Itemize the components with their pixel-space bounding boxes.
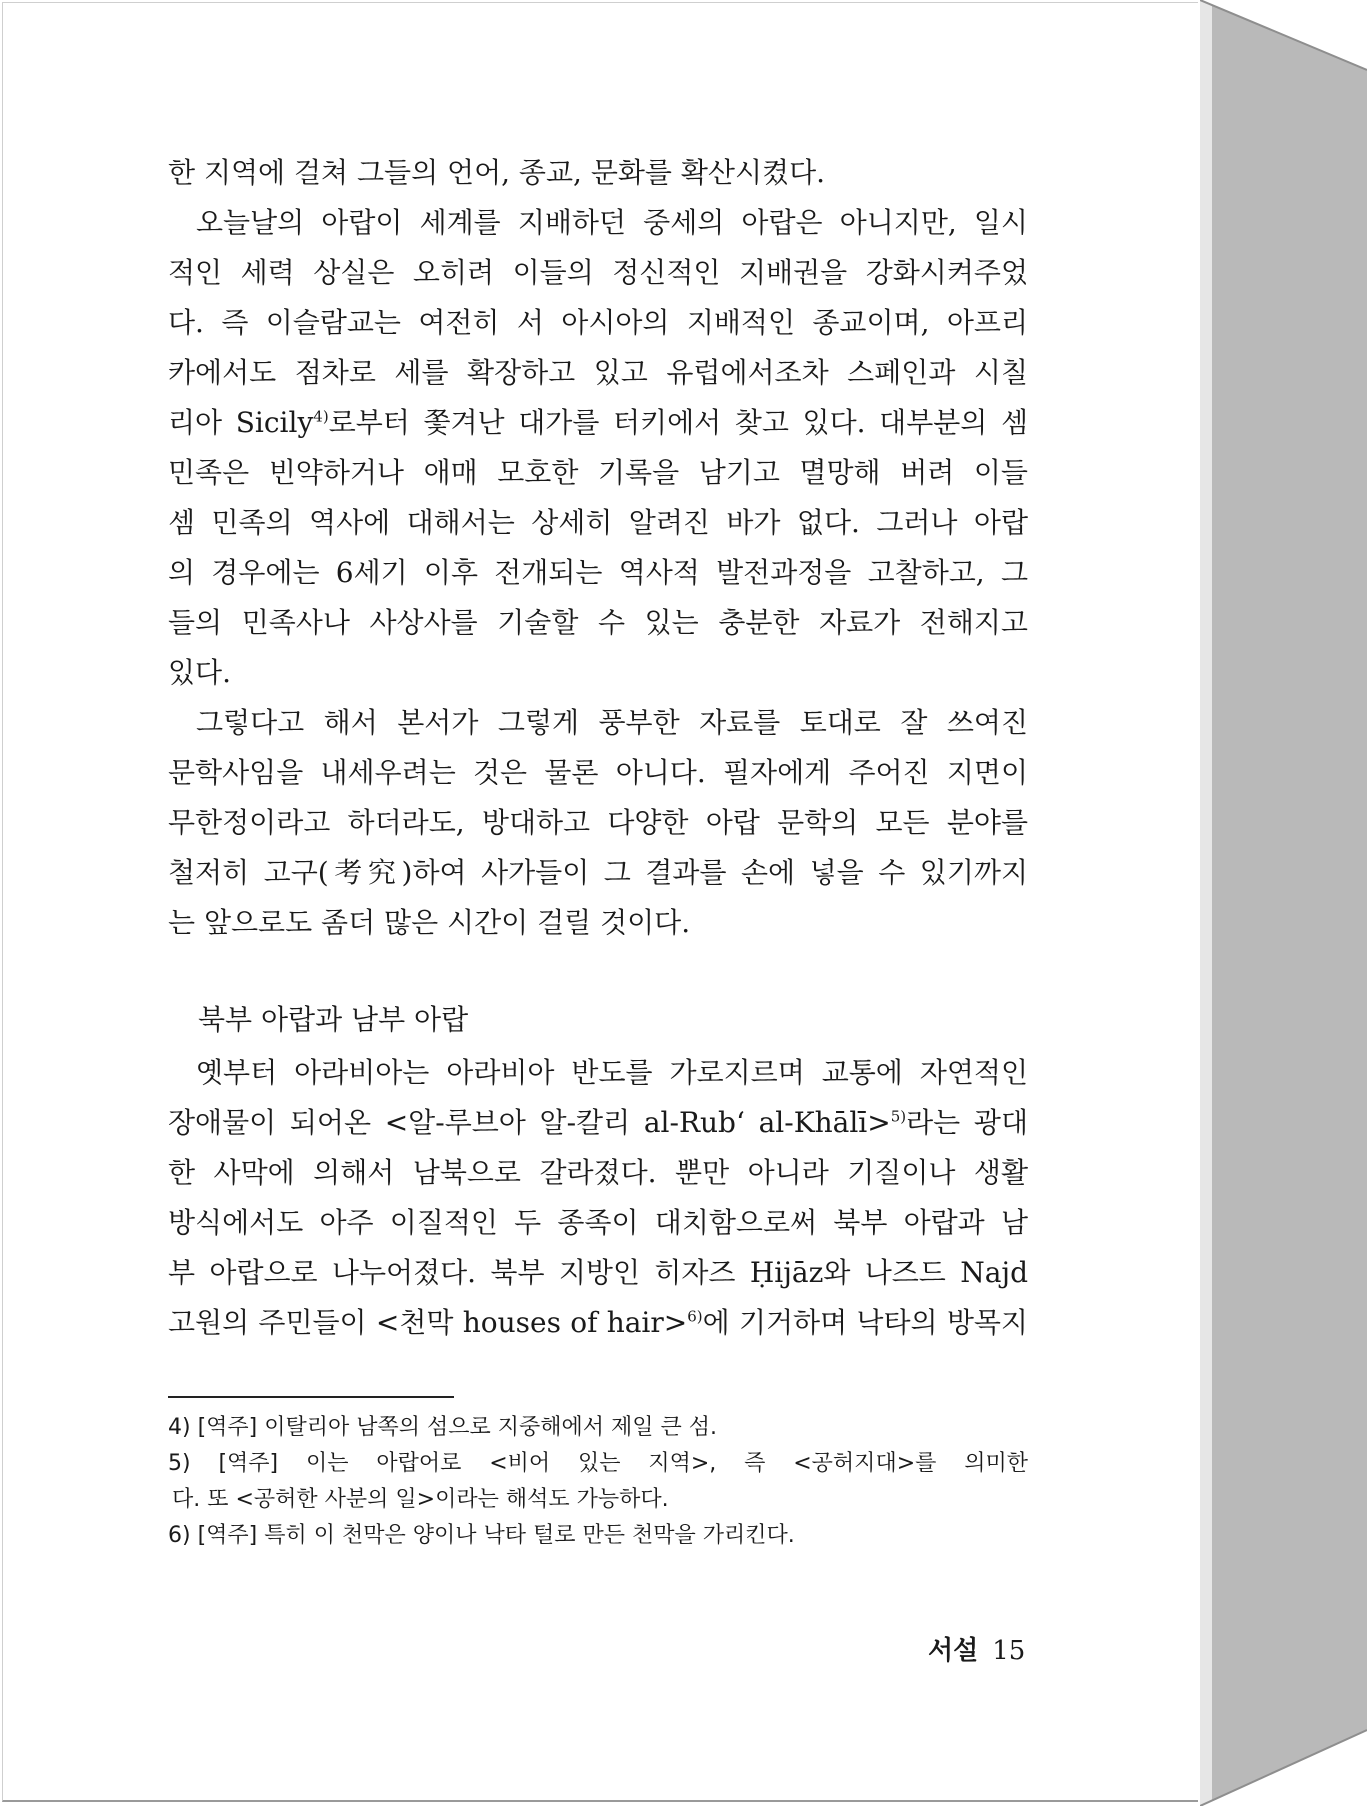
text-line: 한 사막에 의해서 남북으로 갈라졌다. 뿐만 아니라 기질이나 생활 [168,1156,1028,1189]
footnote-ref[interactable]: 5) [890,1107,907,1126]
page-edge-graphic [1200,0,1367,1806]
text-line: 오늘날의 아랍이 세계를 지배하던 중세의 아랍은 아니지만, 일시 [196,206,1028,239]
text-line: 적인 세력 상실은 오히려 이들의 정신적인 지배권을 강화시켜주었 [168,256,1028,289]
section-heading: 북부 아랍과 남부 아랍 [198,1003,469,1036]
footnote-line: 6) [역주] 특히 이 천막은 양이나 낙타 털로 만든 천막을 가리킨다. [168,1523,795,1548]
footnote-line: 다. 또 <공허한 사분의 일>이라는 해석도 가능하다. [172,1487,669,1512]
footnote-ref[interactable]: 6) [687,1307,703,1326]
text-line: 셈 민족의 역사에 대해서는 상세히 알려진 바가 없다. 그러나 아랍 [168,506,1028,539]
footnote-line: 5) [역주] 이는 아랍어로 <비어 있는 지역>, 즉 <공허지대>를 의미한 [168,1451,1028,1476]
page-number: 15 [992,1636,1026,1666]
text-segment: 에 기거하며 낙타의 방목지 [702,1306,1028,1339]
running-title: 서설 [928,1636,979,1666]
text-segment: 고원의 주민들이 <천막 houses of hair> [168,1306,688,1339]
footnotes [168,1410,1028,1554]
text-line: 방식에서도 아주 이질적인 두 종족이 대치함으로써 북부 아랍과 남 [168,1206,1028,1239]
text-line [168,1098,1028,1148]
text-line: 부 아랍으로 나누어졌다. 북부 지방인 히자즈 Ḥijāz와 나즈드 Najd [168,1256,1028,1289]
text-line: 있다. [168,656,231,689]
body-text [168,148,1028,948]
text-line: 의 경우에는 6세기 이후 전개되는 역사적 발전과정을 고찰하고, 그 [168,556,1028,589]
page-footer [928,1630,1025,1667]
text-line [168,398,1028,448]
footnote-rule [168,1396,454,1398]
text-line [168,1298,1028,1348]
body-text-continued [168,1048,1028,1348]
page-edge [1200,0,1367,1806]
text-line: 한 지역에 걸쳐 그들의 언어, 종교, 문화를 확산시켰다. [168,156,826,189]
text-segment: 리아 Sicily [168,406,314,439]
text-line: 카에서도 점차로 세를 확장하고 있고 유럽에서조차 스페인과 시칠 [168,356,1028,389]
footnote-ref[interactable]: 4) [313,407,329,426]
text-line: 는 앞으로도 좀더 많은 시간이 걸릴 것이다. [168,906,691,939]
text-line: 무한정이라고 하더라도, 방대하고 다양한 아랍 문학의 모든 분야를 [168,806,1028,839]
text-line: 옛부터 아라비아는 아라비아 반도를 가로지르며 교통에 자연적인 [196,1056,1028,1089]
text-segment: 로부터 쫓겨난 대가를 터키에서 찾고 있다. 대부분의 셈 [328,406,1028,439]
text-line: 문학사임을 내세우려는 것은 물론 아니다. 필자에게 주어진 지면이 [168,756,1028,789]
text-segment: 라는 광대 [906,1106,1028,1139]
text-segment: 장애물이 되어온 <알-루브아 알-칼리 al-Rub‘ al-Khālī> [168,1106,891,1139]
text-line: 다. 즉 이슬람교는 여전히 서 아시아의 지배적인 종교이며, 아프리 [168,306,1028,339]
text-line: 그렇다고 해서 본서가 그렇게 풍부한 자료를 토대로 잘 쓰여진 [196,706,1028,739]
text-line: 들의 민족사나 사상사를 기술할 수 있는 충분한 자료가 전해지고 [168,606,1028,639]
text-line: 민족은 빈약하거나 애매 모호한 기록을 남기고 멸망해 버려 이들 [168,456,1028,489]
footnote-line: 4) [역주] 이탈리아 남쪽의 섬으로 지중해에서 제일 큰 섬. [168,1415,717,1440]
text-line: 철저히 고구(考究)하여 사가들이 그 결과를 손에 넣을 수 있기까지 [168,856,1028,889]
